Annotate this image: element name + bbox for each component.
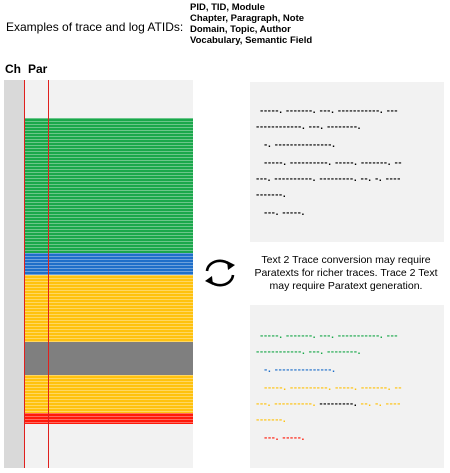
cycle-arrows-icon [201, 257, 239, 289]
band-red [24, 413, 193, 424]
text-dash-line [264, 158, 402, 168]
trace-dash-line [264, 365, 336, 375]
band-blue [24, 253, 193, 275]
dash-segment-green: ------------. ---. --------. [256, 347, 362, 356]
band-yellow-lower [24, 375, 193, 413]
chapter-column [4, 80, 24, 468]
dash-segment-black: ---------. [319, 399, 358, 408]
text-dash-line [264, 140, 336, 150]
dash-segment-green: -----. -------. ---. -----------. --- [260, 331, 399, 340]
trace-dash-line [260, 331, 398, 341]
text-dash-line [260, 106, 398, 116]
dash-segment: -------. [256, 190, 287, 199]
trace-dash-line [256, 347, 361, 357]
trace-column [24, 80, 193, 468]
dash-segment-blue: -. ---------------. [264, 365, 336, 374]
conversion-caption: Text 2 Trace conversion may require Paratexts for richer traces. Trace 2 Text may require Paratext generation. [254, 254, 438, 292]
par-column-header: Par [28, 62, 48, 76]
dash-segment-yellow: -----. ----------. -----. -------. -- [264, 383, 403, 392]
paragraph-boundary-line [48, 80, 49, 468]
trace-dash-line [256, 415, 286, 425]
atid-line: Chapter, Paragraph, Note [190, 13, 305, 24]
chapter-boundary-line [24, 80, 25, 468]
text-dash-line [256, 174, 401, 184]
trace-dash-line [256, 399, 401, 409]
text-dash-line [264, 208, 305, 218]
dash-segment-yellow: --. -. ---- [357, 399, 401, 408]
trace-example-box [250, 305, 444, 468]
text-dash-line [256, 122, 361, 132]
text-dash-line [256, 190, 286, 200]
band-yellow-upper [24, 275, 193, 342]
atid-examples-label: Examples of trace and log ATIDs: [6, 20, 184, 34]
dash-segment: ---. ----------. ---------. --. -. ---- [256, 174, 401, 183]
dash-segment-yellow: ---. ----------. [256, 399, 320, 408]
trace-dash-line [264, 433, 305, 443]
ch-column-header: Ch [5, 62, 21, 76]
atid-line: Vocabulary, Semantic Field [190, 35, 313, 46]
dash-segment-red: ---. -----. [264, 433, 305, 442]
band-gray [24, 342, 193, 375]
band-green [24, 118, 193, 253]
trace-dash-line [264, 383, 402, 393]
atid-list [190, 2, 312, 46]
text-example-box [250, 82, 444, 242]
dash-segment: ------------. ---. --------. [256, 122, 362, 131]
dash-segment: ---. -----. [264, 208, 305, 217]
dash-segment-yellow: -------. [256, 415, 287, 424]
dash-segment: -. ---------------. [264, 140, 336, 149]
dash-segment: -----. -------. ---. -----------. --- [260, 106, 399, 115]
dash-segment: -----. ----------. -----. -------. -- [264, 158, 403, 167]
atid-line: PID, TID, Module [190, 2, 265, 13]
atid-line: Domain, Topic, Author [190, 24, 291, 35]
